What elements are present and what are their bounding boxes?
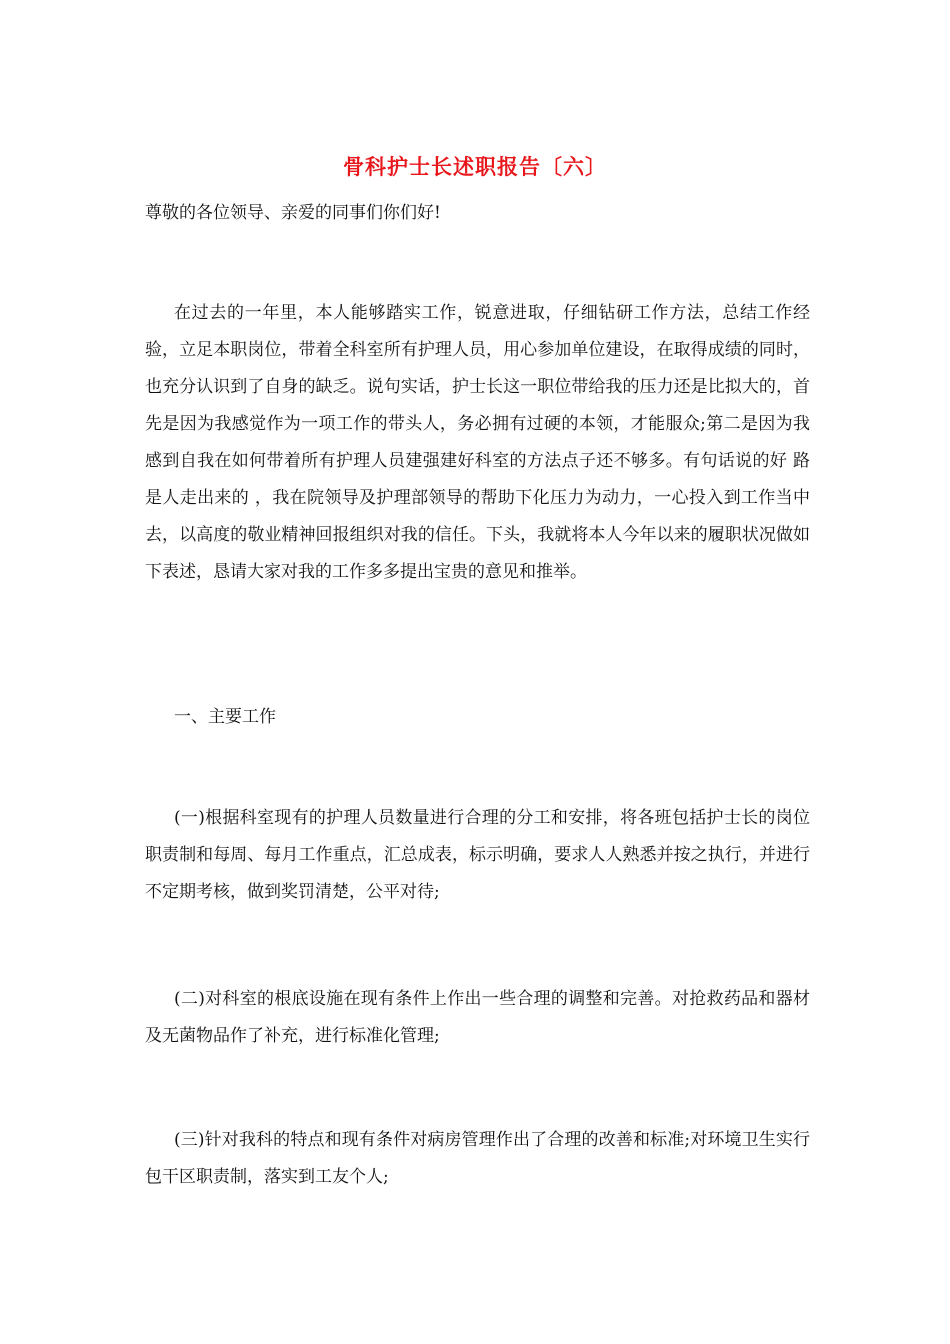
document-title: 骨科护士长述职报告〔六〕 <box>343 154 607 179</box>
section-heading: 一、主要工作 <box>174 707 276 727</box>
intro-paragraph: 在过去的一年里，本人能够踏实工作，锐意进取，仔细钻研工作方法，总结工作经验，立足本职岗位，带着全科室所有护理人员，用心参加单位建设，在取得成绩的同时，也充分认识到了自身的缺乏。说句实话，护士长这一职位带给我的压力还是比拟大的，首先是因为我感觉作为一项工作的带头人，务必拥有过硬的本领，才能服众;第二是因为我感到自我在如何带着所有护理人员建强建好科室的方法点子还不够多。有句话说的好 路是人走出来的 ，我在院领导及护理部领导的帮助下化压力为动力，一心投入到工作当中去，以高度的敬业精神回报组织对我的信任。下头，我就将本人今年以来的履职状况做如下表述，恳请大家对我的工作多多提出宝贵的意见和推举。 <box>145 303 810 582</box>
greeting-line: 尊敬的各位领导、亲爱的同事们你们好! <box>145 203 441 223</box>
work-item-3: (三)针对我科的特点和现有条件对病房管理作出了合理的改善和标准;对环境卫生实行包干区职责制，落实到工友个人; <box>145 1130 810 1187</box>
work-item-2: (二)对科室的根底设施在现有条件上作出一些合理的调整和完善。对抢救药品和器材及无菌物品作了补充，进行标准化管理; <box>145 989 810 1046</box>
work-item-1: (一)根据科室现有的护理人员数量进行合理的分工和安排，将各班包括护士长的岗位职责制和每周、每月工作重点，汇总成表，标示明确，要求人人熟悉并按之执行，并进行不定期考核，做到奖罚清楚，公平对待; <box>145 808 810 902</box>
